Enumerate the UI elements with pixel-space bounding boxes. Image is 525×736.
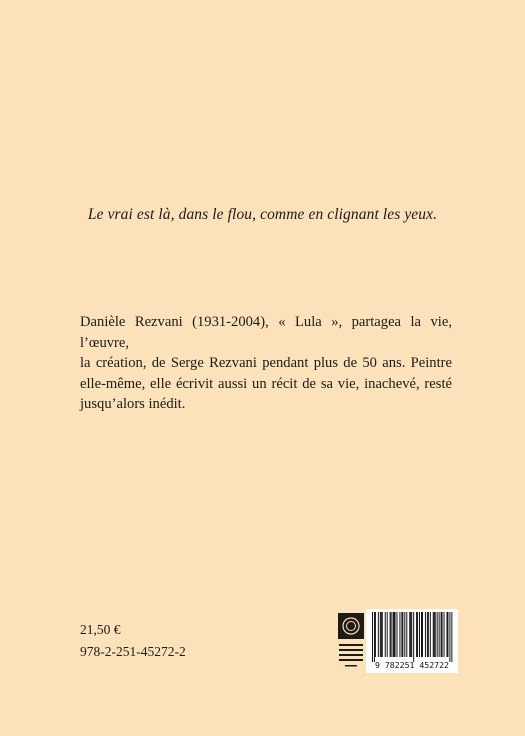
price-label: 21,50 € [80, 622, 121, 637]
isbn-label: 978-2-251-45272-2 [80, 644, 186, 659]
barcode-bar [449, 612, 450, 662]
isbn-barcode [366, 609, 458, 673]
barcode-bar [411, 612, 412, 657]
book-description [80, 312, 452, 415]
barcode-bar [387, 612, 388, 657]
barcode-bar [382, 612, 383, 657]
barcode-bar [406, 612, 407, 657]
description-line: la création, de Serge Rezvani pendant plus de 50 ans. Peintre [80, 355, 452, 371]
barcode-bar [397, 612, 398, 657]
barcode-bar [427, 612, 428, 657]
barcode-bar [416, 612, 417, 657]
barcode-bar [391, 612, 392, 657]
barcode-bar [372, 612, 373, 662]
barcode-bar [381, 612, 382, 657]
barcode-bar [402, 612, 403, 657]
barcode-bar [419, 612, 420, 657]
barcode-bar [385, 612, 386, 657]
barcode-bar [435, 612, 436, 657]
barcode-bar [444, 612, 445, 657]
barcode-bar [428, 612, 429, 657]
barcode-bar [422, 612, 423, 657]
barcode-bar [413, 612, 414, 662]
barcode-bar [425, 612, 426, 657]
barcode-bar [421, 612, 422, 657]
barcode-bar [394, 612, 395, 657]
barcode-bar [410, 612, 411, 657]
barcode-bar [393, 612, 394, 657]
barcode-bar [401, 612, 402, 657]
barcode-bar [390, 612, 391, 657]
barcode-bar [434, 612, 435, 657]
barcode-bar [439, 612, 440, 657]
barcode-bar [417, 612, 418, 657]
distributor-logo-icon [337, 612, 365, 674]
barcode-bar [433, 612, 434, 657]
barcode-bar [441, 612, 442, 657]
barcode-bar [374, 612, 375, 662]
barcode-bar [409, 612, 410, 657]
barcode-bar [447, 612, 448, 657]
barcode-bar [442, 612, 443, 657]
barcode-bar [446, 612, 447, 657]
barcode-bar [437, 612, 438, 657]
barcode-bar [395, 612, 396, 657]
description-line: jusqu’alors inédit. [80, 396, 186, 412]
barcode-bar [399, 612, 400, 657]
description-line: elle-même, elle écrivit aussi un récit de sa vie, inachevé, resté [80, 375, 452, 392]
epigraph-quote: Le vrai est là, dans le flou, comme en clignant les yeux. [87, 206, 438, 223]
barcode-bar [380, 612, 381, 657]
barcode-bar [404, 612, 405, 657]
barcode-bar [378, 612, 379, 657]
barcode-bar [451, 612, 452, 662]
barcode-digits: 9 782251 452722 [375, 660, 449, 670]
barcode-bar [430, 612, 431, 657]
barcode-bar [375, 612, 376, 657]
description-line: Danièle Rezvani (1931-2004), « Lula », partagea la vie, l’œuvre, [80, 314, 452, 351]
